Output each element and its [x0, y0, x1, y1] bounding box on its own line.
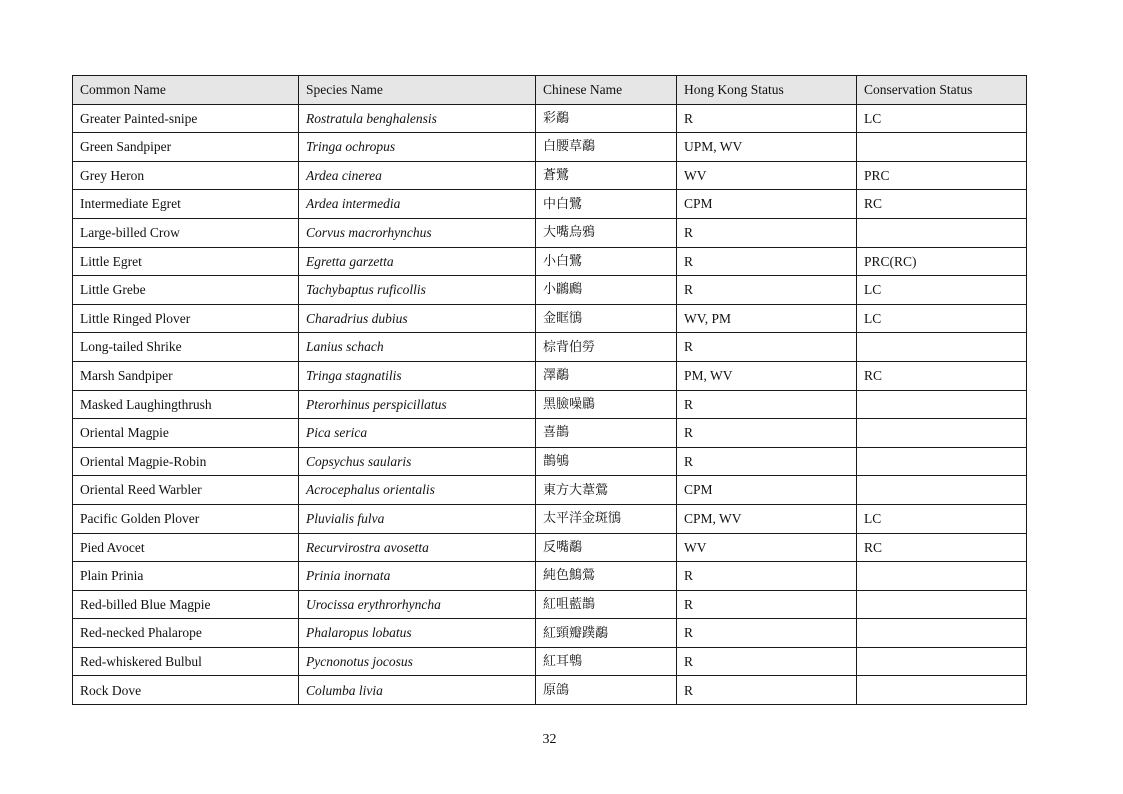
header-species-name: Species Name	[299, 76, 536, 105]
conservation-status-cell: PRC	[857, 161, 1027, 190]
chinese-name-cell: 紅咀藍鵲	[536, 590, 677, 619]
species-name-cell: Acrocephalus orientalis	[299, 476, 536, 505]
table-row	[73, 276, 1027, 305]
table-row	[73, 161, 1027, 190]
common-name-cell: Rock Dove	[73, 676, 299, 705]
hong-kong-status-cell: R	[677, 218, 857, 247]
header-chinese-name: Chinese Name	[536, 76, 677, 105]
common-name-cell: Plain Prinia	[73, 562, 299, 591]
table-row	[73, 590, 1027, 619]
hong-kong-status-cell: CPM, WV	[677, 504, 857, 533]
hong-kong-status-cell: R	[677, 447, 857, 476]
hong-kong-status-cell: WV	[677, 161, 857, 190]
hong-kong-status-cell: R	[677, 590, 857, 619]
species-name-cell: Tringa ochropus	[299, 133, 536, 162]
chinese-name-cell: 金眶鴴	[536, 304, 677, 333]
common-name-cell: Little Egret	[73, 247, 299, 276]
species-name-cell: Pterorhinus perspicillatus	[299, 390, 536, 419]
common-name-cell: Grey Heron	[73, 161, 299, 190]
table-row	[73, 218, 1027, 247]
species-name-cell: Charadrius dubius	[299, 304, 536, 333]
chinese-name-cell: 大嘴烏鴉	[536, 218, 677, 247]
hong-kong-status-cell: WV	[677, 533, 857, 562]
species-name-cell: Copsychus saularis	[299, 447, 536, 476]
table-row	[73, 190, 1027, 219]
conservation-status-cell	[857, 476, 1027, 505]
hong-kong-status-cell: R	[677, 104, 857, 133]
common-name-cell: Oriental Reed Warbler	[73, 476, 299, 505]
species-name-cell: Pycnonotus jocosus	[299, 647, 536, 676]
chinese-name-cell: 棕背伯勞	[536, 333, 677, 362]
conservation-status-cell	[857, 218, 1027, 247]
common-name-cell: Oriental Magpie-Robin	[73, 447, 299, 476]
hong-kong-status-cell: R	[677, 676, 857, 705]
common-name-cell: Marsh Sandpiper	[73, 361, 299, 390]
common-name-cell: Intermediate Egret	[73, 190, 299, 219]
table-row	[73, 647, 1027, 676]
conservation-status-cell	[857, 333, 1027, 362]
common-name-cell: Long-tailed Shrike	[73, 333, 299, 362]
table-row	[73, 447, 1027, 476]
common-name-cell: Masked Laughingthrush	[73, 390, 299, 419]
table-row	[73, 533, 1027, 562]
common-name-cell: Little Grebe	[73, 276, 299, 305]
conservation-status-cell: PRC(RC)	[857, 247, 1027, 276]
species-name-cell: Ardea intermedia	[299, 190, 536, 219]
hong-kong-status-cell: UPM, WV	[677, 133, 857, 162]
conservation-status-cell: LC	[857, 504, 1027, 533]
hong-kong-status-cell: WV, PM	[677, 304, 857, 333]
chinese-name-cell: 白腰草鷸	[536, 133, 677, 162]
hong-kong-status-cell: CPM	[677, 476, 857, 505]
header-common-name: Common Name	[73, 76, 299, 105]
species-name-cell: Pica serica	[299, 419, 536, 448]
conservation-status-cell	[857, 590, 1027, 619]
conservation-status-cell: RC	[857, 533, 1027, 562]
table-row	[73, 390, 1027, 419]
hong-kong-status-cell: R	[677, 562, 857, 591]
hong-kong-status-cell: R	[677, 390, 857, 419]
species-name-cell: Corvus macrorhynchus	[299, 218, 536, 247]
table-header	[73, 76, 1027, 105]
chinese-name-cell: 鵲鴝	[536, 447, 677, 476]
species-name-cell: Pluvialis fulva	[299, 504, 536, 533]
common-name-cell: Red-necked Phalarope	[73, 619, 299, 648]
common-name-cell: Large-billed Crow	[73, 218, 299, 247]
chinese-name-cell: 紅耳鵯	[536, 647, 677, 676]
common-name-cell: Green Sandpiper	[73, 133, 299, 162]
table-row	[73, 104, 1027, 133]
table-row	[73, 333, 1027, 362]
conservation-status-cell	[857, 447, 1027, 476]
species-name-cell: Tachybaptus ruficollis	[299, 276, 536, 305]
header-hong-kong-status: Hong Kong Status	[677, 76, 857, 105]
species-table	[72, 75, 1027, 705]
header-row	[73, 76, 1027, 105]
hong-kong-status-cell: R	[677, 419, 857, 448]
page-number: 32	[542, 732, 557, 747]
hong-kong-status-cell: R	[677, 276, 857, 305]
common-name-cell: Red-billed Blue Magpie	[73, 590, 299, 619]
table-row	[73, 476, 1027, 505]
conservation-status-cell	[857, 419, 1027, 448]
table-row	[73, 419, 1027, 448]
conservation-status-cell	[857, 647, 1027, 676]
species-name-cell: Egretta garzetta	[299, 247, 536, 276]
species-name-cell: Recurvirostra avosetta	[299, 533, 536, 562]
chinese-name-cell: 東方大葦鶯	[536, 476, 677, 505]
chinese-name-cell: 小鸊鷉	[536, 276, 677, 305]
table-row	[73, 562, 1027, 591]
common-name-cell: Red-whiskered Bulbul	[73, 647, 299, 676]
conservation-status-cell: LC	[857, 104, 1027, 133]
conservation-status-cell: RC	[857, 190, 1027, 219]
conservation-status-cell	[857, 562, 1027, 591]
table-row	[73, 247, 1027, 276]
table-row	[73, 619, 1027, 648]
common-name-cell: Oriental Magpie	[73, 419, 299, 448]
common-name-cell: Greater Painted-snipe	[73, 104, 299, 133]
chinese-name-cell: 蒼鷺	[536, 161, 677, 190]
hong-kong-status-cell: R	[677, 247, 857, 276]
chinese-name-cell: 紅頸瓣蹼鷸	[536, 619, 677, 648]
table-row	[73, 133, 1027, 162]
species-name-cell: Urocissa erythrorhyncha	[299, 590, 536, 619]
species-name-cell: Ardea cinerea	[299, 161, 536, 190]
table-row	[73, 504, 1027, 533]
chinese-name-cell: 澤鷸	[536, 361, 677, 390]
hong-kong-status-cell: R	[677, 619, 857, 648]
common-name-cell: Pacific Golden Plover	[73, 504, 299, 533]
common-name-cell: Pied Avocet	[73, 533, 299, 562]
conservation-status-cell: LC	[857, 276, 1027, 305]
table-row	[73, 361, 1027, 390]
species-name-cell: Lanius schach	[299, 333, 536, 362]
species-name-cell: Columba livia	[299, 676, 536, 705]
hong-kong-status-cell: R	[677, 647, 857, 676]
chinese-name-cell: 黑臉噪鶥	[536, 390, 677, 419]
table-row	[73, 304, 1027, 333]
common-name-cell: Little Ringed Plover	[73, 304, 299, 333]
header-conservation-status: Conservation Status	[857, 76, 1027, 105]
hong-kong-status-cell: CPM	[677, 190, 857, 219]
chinese-name-cell: 彩鷸	[536, 104, 677, 133]
conservation-status-cell	[857, 619, 1027, 648]
hong-kong-status-cell: R	[677, 333, 857, 362]
species-name-cell: Rostratula benghalensis	[299, 104, 536, 133]
chinese-name-cell: 反嘴鷸	[536, 533, 677, 562]
chinese-name-cell: 小白鷺	[536, 247, 677, 276]
table-row	[73, 676, 1027, 705]
chinese-name-cell: 原鴿	[536, 676, 677, 705]
chinese-name-cell: 太平洋金斑鴴	[536, 504, 677, 533]
conservation-status-cell	[857, 133, 1027, 162]
table-body	[73, 104, 1027, 704]
conservation-status-cell	[857, 390, 1027, 419]
conservation-status-cell: LC	[857, 304, 1027, 333]
hong-kong-status-cell: PM, WV	[677, 361, 857, 390]
chinese-name-cell: 純色鷦鶯	[536, 562, 677, 591]
chinese-name-cell: 喜鵲	[536, 419, 677, 448]
chinese-name-cell: 中白鷺	[536, 190, 677, 219]
species-name-cell: Phalaropus lobatus	[299, 619, 536, 648]
species-name-cell: Tringa stagnatilis	[299, 361, 536, 390]
species-name-cell: Prinia inornata	[299, 562, 536, 591]
conservation-status-cell: RC	[857, 361, 1027, 390]
conservation-status-cell	[857, 676, 1027, 705]
